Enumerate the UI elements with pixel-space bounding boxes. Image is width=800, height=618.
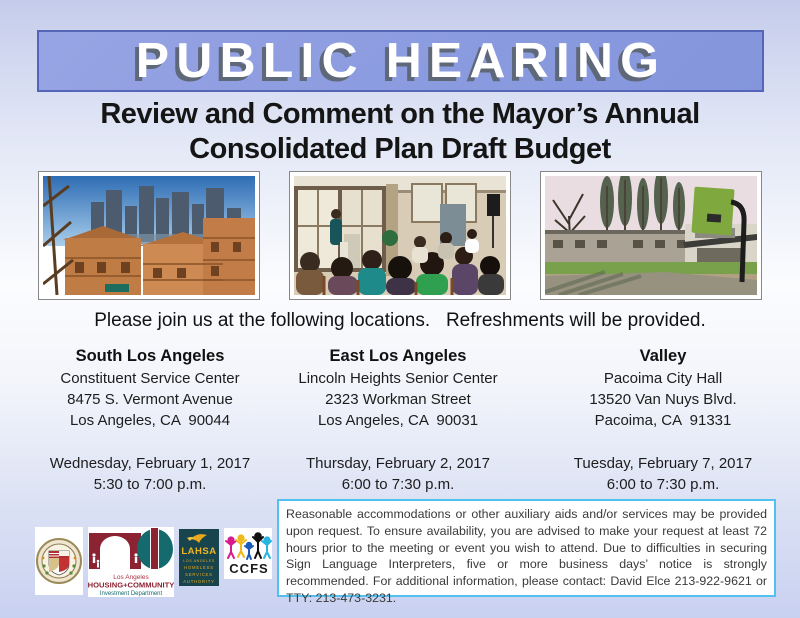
photo-strip (0, 172, 800, 299)
location-venue: Pacoima City Hall (603, 370, 723, 387)
subtitle-line-1: Review and Comment on the Mayor’s Annual (100, 98, 700, 130)
subtitle-line-2: Consolidated Plan Draft Budget (189, 133, 611, 165)
spacer (533, 431, 793, 453)
lahsa-line4: AUTHORITY (183, 579, 215, 584)
location-city: Los Angeles, CA 90031 (317, 412, 479, 429)
location-date: Tuesday, February 7, 2017 (573, 455, 753, 472)
location-date: Wednesday, February 1, 2017 (49, 455, 251, 472)
location-east-los-angeles (268, 344, 528, 495)
lahsa-acronym: LAHSA (181, 546, 217, 557)
ccfs-icon (224, 528, 272, 579)
intro-line: Please join us at the following locations. Refreshments will be provided. (94, 310, 706, 331)
location-name: South Los Angeles (75, 347, 225, 365)
hcid-line1: Los Angeles (113, 574, 149, 581)
location-address: 2323 Workman Street (325, 391, 471, 408)
location-time: 5:30 to 7:00 p.m. (93, 476, 207, 493)
construction-photo (39, 172, 259, 299)
construction-photo-art (43, 176, 255, 295)
location-venue: Constituent Service Center (60, 370, 240, 387)
hcid-icon (88, 527, 174, 597)
park-photo (541, 172, 761, 299)
location-venue: Lincoln Heights Senior Center (298, 370, 498, 387)
location-time: 6:00 to 7:30 p.m. (341, 476, 455, 493)
ccfs-acronym: CCFS (229, 561, 269, 576)
spacer (268, 431, 528, 453)
lahsa-icon (179, 529, 219, 586)
hcid-line2: HOUSING+COMMUNITY (88, 580, 174, 590)
location-address: 13520 Van Nuys Blvd. (589, 391, 737, 408)
accommodation-notice-box (277, 499, 776, 605)
hcid-logo (88, 527, 174, 597)
location-date: Thursday, February 2, 2017 (306, 455, 490, 472)
flyer-subtitle (0, 97, 800, 167)
location-south-los-angeles (20, 344, 280, 495)
meeting-photo-art (294, 176, 506, 295)
banner-title: PUBLIC HEARING (135, 34, 666, 88)
park-photo-art (545, 176, 757, 295)
hcid-line3: Investment Department (99, 591, 163, 597)
location-city: Pacoima, CA 91331 (594, 412, 732, 429)
lahsa-line2: HOMELESS (184, 565, 214, 570)
location-time: 6:00 to 7:30 p.m. (606, 476, 720, 493)
la-city-seal-icon (36, 536, 82, 586)
accommodation-notice-text: Reasonable accommodations or other auxiliary aids and/or services may be provided upon request. To ensure availability, you are advised to make your request at least 72 hours prior to the meeting or event you wish to attend. Due to difficulties in securing Sign Language Interpreters, five or more business days’ notice is strongly recommended. For additional information, please contact: David Elce 213-922-9621 or TTY: 213-473-3231. (286, 507, 767, 605)
location-name: Valley (639, 347, 687, 365)
location-name: East Los Angeles (329, 347, 467, 365)
location-valley (533, 344, 793, 495)
lahsa-logo (179, 529, 219, 586)
location-city: Los Angeles, CA 90044 (69, 412, 231, 429)
meeting-photo (290, 172, 510, 299)
location-address: 8475 S. Vermont Avenue (67, 391, 233, 408)
public-hearing-banner (37, 30, 764, 92)
la-city-seal-logo (35, 527, 83, 595)
spacer (20, 431, 280, 453)
logo-row (35, 527, 272, 599)
lahsa-line3: SERVICES (185, 572, 213, 577)
ccfs-logo (224, 528, 272, 579)
lahsa-line1: LOS ANGELES (183, 559, 215, 563)
